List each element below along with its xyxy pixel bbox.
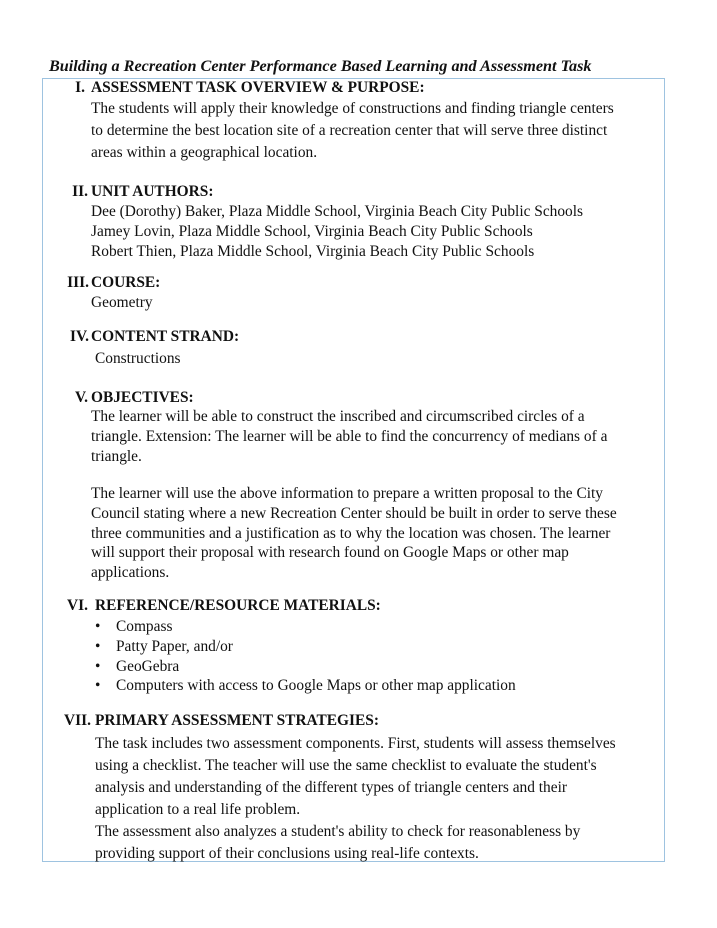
section-body-content-strand <box>95 348 661 370</box>
bullet-icon: • <box>95 657 101 675</box>
section-number: III. <box>67 274 89 291</box>
bullet-icon: • <box>95 618 101 635</box>
author-line: Jamey Lovin, Plaza Middle School, Virginia Beach City Public Schools <box>91 222 533 240</box>
section-body-objectives <box>91 407 657 466</box>
section-heading-content-strand: CONTENT STRAND: <box>91 328 240 345</box>
text-line: triangle. <box>91 447 142 465</box>
text-line: The learner will be able to construct the inscribed and circumscribed circles of a <box>91 408 585 425</box>
text-line: The task includes two assessment components. First, students will assess themselves <box>95 735 616 752</box>
section-number: II. <box>72 183 88 200</box>
section-heading-objectives: OBJECTIVES: <box>91 389 194 406</box>
list-item-label: GeoGebra <box>116 657 180 675</box>
section-body-course <box>91 292 657 314</box>
section-body-objectives-proposal <box>91 484 657 583</box>
text-line: will support their proposal with research found on Google Maps or other map <box>91 544 569 562</box>
text-line: analysis and understanding of the different types of triangle centers and their <box>95 779 567 796</box>
section-heading-authors: UNIT AUTHORS: <box>91 183 214 200</box>
bullet-icon: • <box>95 677 101 695</box>
section-body-assessment-strategies <box>95 733 661 865</box>
author-line: Robert Thien, Plaza Middle School, Virginia Beach City Public Schools <box>91 242 535 260</box>
text-line: providing support of their conclusions using real-life contexts. <box>95 845 479 862</box>
text-line: three communities and a justification as to why the location was chosen. The learner <box>91 524 611 542</box>
list-item-label: Computers with access to Google Maps or other map application <box>116 677 516 695</box>
text-line: The assessment also analyzes a student's ability to check for reasonableness by <box>95 823 581 840</box>
section-heading-course: COURSE: <box>91 274 161 291</box>
section-number: VI. <box>67 597 88 614</box>
text-line: areas within a geographical location. <box>91 144 318 161</box>
list-item-label: Compass <box>116 618 173 635</box>
text-line: Constructions <box>95 350 181 367</box>
section-number: V. <box>75 389 88 406</box>
author-line: Dee (Dorothy) Baker, Plaza Middle School, Virginia Beach City Public Schools <box>91 203 584 220</box>
text-line: The learner will use the above information to prepare a written proposal to the City <box>91 485 604 502</box>
section-body-overview <box>91 98 657 164</box>
text-line: to determine the best location site of a recreation center that will serve three distinct <box>91 122 608 139</box>
text-line: using a checklist. The teacher will use the same checklist to evaluate the student's <box>95 757 597 774</box>
section-heading-assessment-strategies: PRIMARY ASSESSMENT STRATEGIES: <box>95 712 379 729</box>
list-item-label: Patty Paper, and/or <box>116 637 233 655</box>
section-heading-overview: ASSESSMENT TASK OVERVIEW & PURPOSE: <box>91 79 425 96</box>
section-number: I. <box>75 79 85 96</box>
section-heading-resources: REFERENCE/RESOURCE MATERIALS: <box>95 597 381 614</box>
bullet-icon: • <box>95 637 101 655</box>
text-line: applications. <box>91 564 170 582</box>
resource-list <box>91 617 516 696</box>
text-line: triangle. Extension: The learner will be able to find the concurrency of medians of a <box>91 427 608 445</box>
section-number: VII. <box>64 712 91 729</box>
text-line: Council stating where a new Recreation Center should be built in order to serve these <box>91 504 617 522</box>
section-body-authors <box>91 202 657 261</box>
list-item <box>91 676 516 696</box>
text-line: Geometry <box>91 294 153 311</box>
text-line: application to a real life problem. <box>95 801 301 818</box>
document-title: Building a Recreation Center Performance Based Learning and Assessment Task <box>49 57 592 75</box>
section-number: IV. <box>70 328 89 345</box>
list-item <box>91 617 516 637</box>
list-item <box>91 657 516 677</box>
text-line: The students will apply their knowledge of constructions and finding triangle centers <box>91 100 614 117</box>
list-item <box>91 637 516 657</box>
